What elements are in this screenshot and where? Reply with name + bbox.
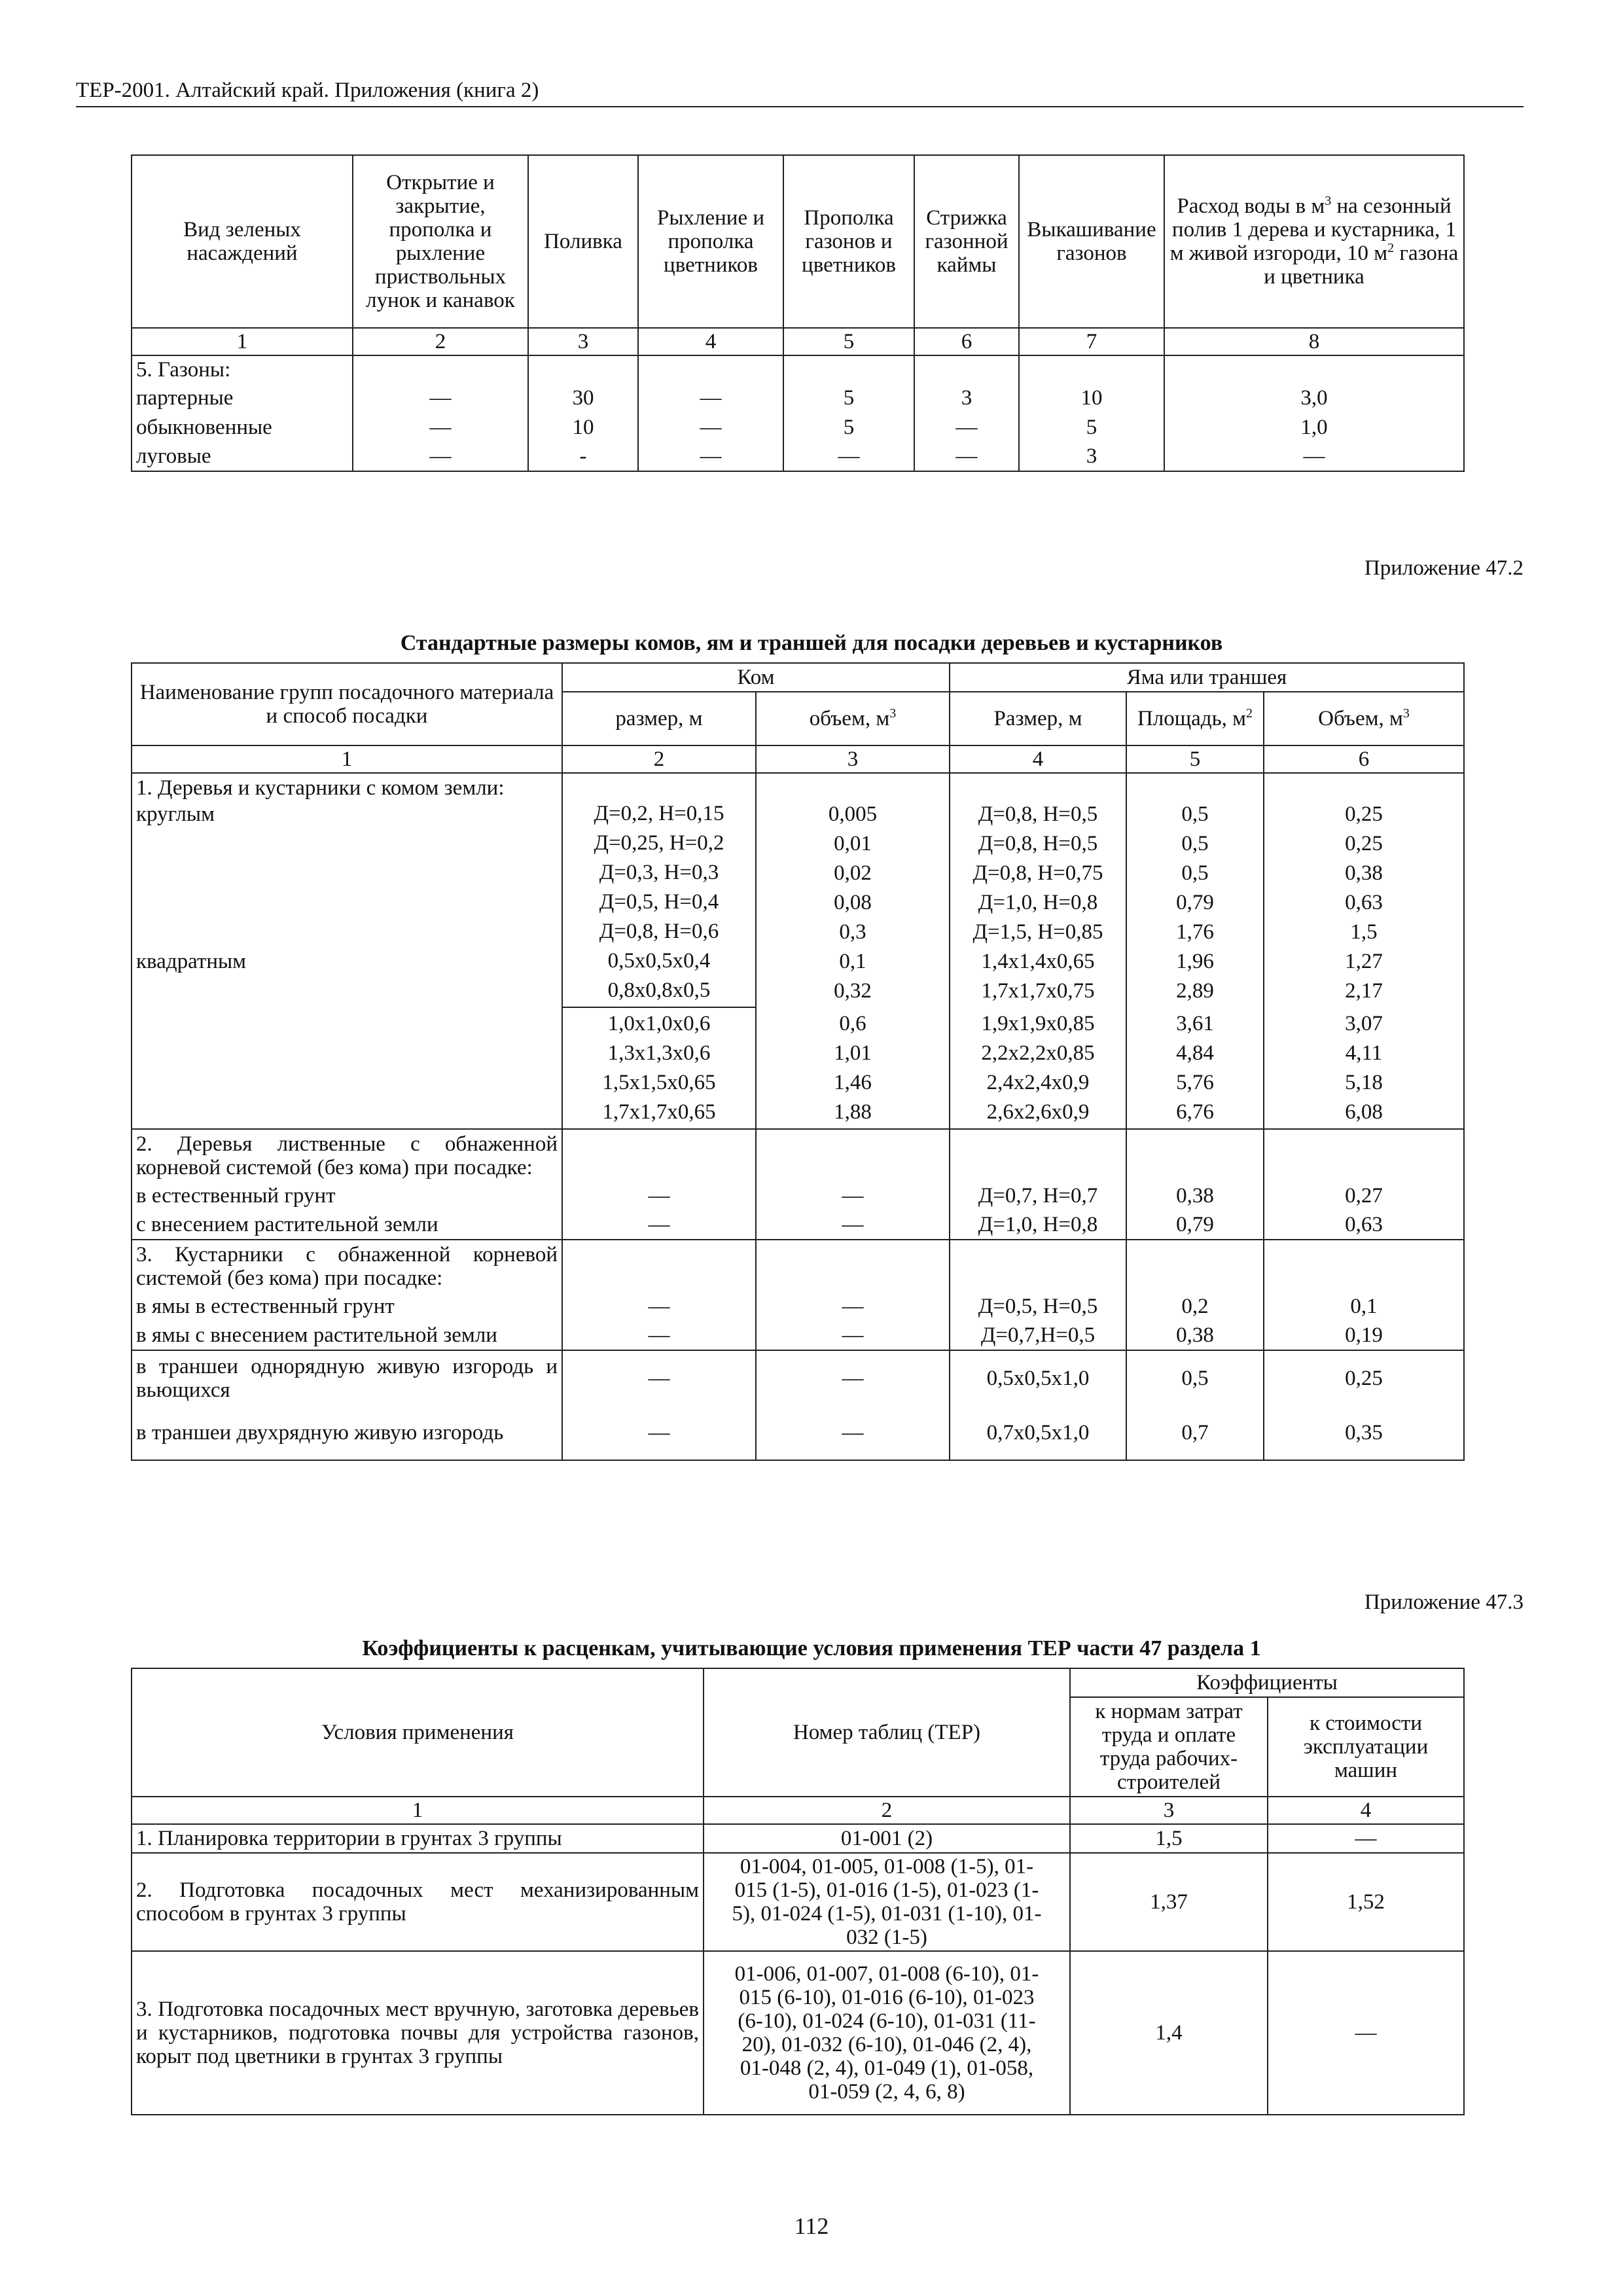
appendix-label-47-2: Приложение 47.2 bbox=[1364, 556, 1524, 580]
pit-volume-cell: 3,07 4,11 5,18 6,08 bbox=[1264, 1007, 1464, 1129]
col-number: 3 bbox=[528, 328, 638, 355]
page-number: 112 bbox=[794, 2213, 829, 2239]
table-row: луговые — - — — — 3 — bbox=[132, 442, 1464, 471]
kom-size-cell: Д=0,2, Н=0,15 Д=0,25, Н=0,2 Д=0,3, Н=0,3 Д=0,5, Н=0,4 Д=0,8, Н=0,6 0,5х0,5х0,4 0,8х0,8х0,5 bbox=[562, 773, 756, 1007]
table-row: 1. Планировка территории в грунтах 3 группы 01-001 (2) 1,5 — bbox=[132, 1824, 1464, 1853]
table-row: в ямы с внесением растительной земли — — Д=0,7,Н=0,5 0,38 0,19 bbox=[132, 1321, 1464, 1350]
col-number: 4 bbox=[638, 328, 783, 355]
col-header-conditions: Условия применения bbox=[132, 1668, 704, 1797]
group-title: 5. Газоны: bbox=[132, 355, 353, 383]
col-number: 1 bbox=[132, 328, 353, 355]
table-row: в траншеи двухрядную живую изгородь — — 0,7х0,5х1,0 0,7 0,35 bbox=[132, 1405, 1464, 1460]
table-title-47-3: Коэффициенты к расценкам, учитывающие условия применения ТЕР части 47 раздела 1 bbox=[362, 1636, 1261, 1660]
col-header-weed: Прополка газонов и цветников bbox=[783, 155, 914, 328]
col-header-machines: к стоимости эксплуатации машин bbox=[1268, 1697, 1464, 1797]
table-row: в ямы в естественный грунт — — Д=0,5, Н=0,5 0,2 0,1 bbox=[132, 1291, 1464, 1321]
pit-area-cell: 0,5 0,5 0,5 0,79 1,76 1,96 2,89 bbox=[1126, 773, 1264, 1007]
col-header-volume: объем, $м^3$ bbox=[756, 692, 950, 745]
col-header-mow: Выкашивание газонов bbox=[1019, 155, 1164, 328]
table-row: 3. Подготовка посадочных мест вручную, заготовка деревьев и кустарников, подготовка почвы для устройства газонов, корыт под цветники в грунтах 3 группы 01-006, 01-007, 01-008 (6-10), 01-015 (6-10), 01-016 (6-10), 01-023 (6-10), 01-024 (6-10), 01-031 (11-20), 01-032 (6-10), 01-046 (2, 4), 01-048 (2, 4), 01-049 (1), 01-058, 01-059 (2, 4, 6, 8) 1,4 — bbox=[132, 1951, 1464, 2115]
col-header-labor: к нормам затрат труда и оплате труда рабочих-строителей bbox=[1070, 1697, 1268, 1797]
appendix-label-47-3: Приложение 47.3 bbox=[1364, 1590, 1524, 1614]
col-header-pit: Яма или траншея bbox=[950, 663, 1464, 692]
pit-size-cell: Д=0,8, Н=0,5 Д=0,8, Н=0,5 Д=0,8, Н=0,75 Д=1,0, Н=0,8 Д=1,5, Н=0,85 1,4х1,4х0,65 1,7х1,7х0,75 bbox=[950, 773, 1126, 1007]
kom-volume-cell: 0,6 1,01 1,46 1,88 bbox=[756, 1007, 950, 1129]
pit-volume-cell: 0,25 0,25 0,38 0,63 1,5 1,27 2,17 bbox=[1264, 773, 1464, 1007]
kom-size-cell: 1,0х1,0х0,6 1,3х1,3х0,6 1,5х1,5х0,65 1,7х1,7х0,65 bbox=[562, 1007, 756, 1129]
col-number: 8 bbox=[1164, 328, 1464, 355]
col-number: 7 bbox=[1019, 328, 1164, 355]
col-header-size: размер, м bbox=[562, 692, 756, 745]
col-header-water-use: Расход воды в $м^3$ на сезонный полив 1 дерева и кустарника, 1 м живой изгороди, 10 $м^2$ газона и цветника bbox=[1164, 155, 1464, 328]
section-title: 2. Деревья лиственные с обнаженной корневой системой (без кома) при посадке: bbox=[132, 1129, 562, 1181]
table-row: в естественный грунт — — Д=0,7, Н=0,7 0,38 0,27 bbox=[132, 1181, 1464, 1210]
col-header-area: Площадь, $м^2$ bbox=[1126, 692, 1264, 745]
section-1-label: 1. Деревья и кустарники с комом земли: круглым квадратным bbox=[132, 773, 562, 1007]
section-title: 3. Кустарники с обнаженной корневой системой (без кома) при посадке: bbox=[132, 1240, 562, 1291]
table-row: партерные — 30 — 5 3 10 3,0 bbox=[132, 383, 1464, 412]
table-row: в траншеи однорядную живую изгородь и вьющихся — — 0,5х0,5х1,0 0,5 0,25 bbox=[132, 1350, 1464, 1405]
col-header-kom: Ком bbox=[562, 663, 950, 692]
kom-volume-cell: 0,005 0,01 0,02 0,08 0,3 0,1 0,32 bbox=[756, 773, 950, 1007]
col-header-pit-size: Размер, м bbox=[950, 692, 1126, 745]
col-header-name: Наименование групп посадочного материала и способ посадки bbox=[132, 663, 562, 745]
col-header-coefficients: Коэффициенты bbox=[1070, 1668, 1464, 1697]
col-number: 6 bbox=[914, 328, 1019, 355]
col-header-table-number: Номер таблиц (ТЕР) bbox=[704, 1668, 1070, 1797]
table-title-47-2: Стандартные размеры комов, ям и траншей для посадки деревьев и кустарников bbox=[400, 631, 1223, 655]
running-header: ТЕР-2001. Алтайский край. Приложения (книга 2) bbox=[76, 76, 1524, 107]
col-number: 2 bbox=[353, 328, 528, 355]
table-row: с внесением растительной земли — — Д=1,0, Н=0,8 0,79 0,63 bbox=[132, 1210, 1464, 1240]
col-header-pit-volume: Объем, $м^3$ bbox=[1264, 692, 1464, 745]
table-coefficients: Условия применения Номер таблиц (ТЕР) Коэффициенты к нормам затрат труда и оплате труда рабочих-строителей к стоимости эксплуатации машин 1 2 3 4 1. Планировка территории в грунтах 3 группы 01-001 (2) 1,5 — 2. Подготовка посадочных мест механизированным способом в грунтах 3 группы 01-004, 01-005, 01-008 (1-5), 01-015 (1-5), 01-016 (1-5), 01-023 (1-5), 01-024 (1-5), 01-031 (1-10), 01-032 (1-5) 1,37 1,52 3. Подготовка посадочных мест вручную, заготовка деревьев и кустарников, подготовка почвы для устройства газонов, корыт под цветники в грунтах 3 группы 01-006, 01-007, 01-008 (6-10), 01-015 (6-10), 01-016 (6-10), 01-023 (6-10), 01-024 (6-10), 01-031 (11-20), 01-032 (6-10), 01-046 (2, 4), 01-048 (2, 4), 01-049 (1), 01-058, 01-059 (2, 4, 6, 8) 1,4 — bbox=[131, 1668, 1465, 2115]
col-header-trim: Стрижка газонной каймы bbox=[914, 155, 1019, 328]
pit-size-cell: 1,9х1,9х0,85 2,2х2,2х0,85 2,4х2,4х0,9 2,6х2,6х0,9 bbox=[950, 1007, 1126, 1129]
col-header-type: Вид зеленых насаждений bbox=[132, 155, 353, 328]
table-row: обыкновенные — 10 — 5 — 5 1,0 bbox=[132, 412, 1464, 442]
col-header-loosen: Рыхление и прополка цветников bbox=[638, 155, 783, 328]
col-header-open: Открытие и закрытие, прополка и рыхление приствольных лунок и канавок bbox=[353, 155, 528, 328]
section-title: 1. Деревья и кустарники с комом земли: bbox=[136, 776, 505, 800]
table-green-care bbox=[131, 154, 1465, 472]
table-pit-sizes: Наименование групп посадочного материала и способ посадки Ком Яма или траншея размер, м объем, $м^3$ Размер, м Площадь, $м^2$ Объем, $м^3$ 1 2 3 4 5 6 1. Деревья и кустарники с комом земли: круглым квадратным Д=0,2, Н=0,15 Д=0,25, Н=0,2 Д=0,3, Н=0,3 Д=0,5, Н=0,4 Д=0,8, Н=0,6 0,5х0,5х0,4 0,8х0,8х0,5 0,005 0,01 0,02 0,08 0,3 0,1 0,32 Д=0,8, Н=0,5 Д=0,8, Н=0,5 Д=0,8, Н=0,75 Д=1,0, Н=0,8 Д=1,5, Н=0,85 1,4х1,4х0,65 1,7х1,7х0,75 0,5 0,5 0,5 0,79 1,76 1,96 2,89 0,25 0,25 0,38 0,63 1,5 1,27 2,17 1,0х1,0х0,6 1,3х1,3х0,6 1,5х1,5х0,65 1,7х1,7х0,65 0,6 1,01 1,46 1,88 1,9х1,9х0,85 2,2х2,2х0,85 2,4х2,4х0,9 2,6х2,6х0,9 3,61 4,84 5,76 6,76 3,07 4,11 5,18 6,08 2. Деревья лиственные с обнаженной корневой системой (без кома) при посадке: в естественный грунт — — Д=0,7, Н=0,7 0,38 0,27 с внесением растительной земли — — Д=1,0, Н=0,8 0,79 0,63 3. Кустарники с обнаженной корневой системой (без кома) при посадке: в ямы в естественный грунт — — Д=0,5, Н=0,5 0,2 0,1 в ямы с внесением растительной земли — — Д=0,7,Н=0,5 0,38 0,19 в траншеи однорядную живую изгородь и вьющихся — — 0,5х0,5х1,0 0,5 0,25 в траншеи двухрядную живую изгородь — — 0,7х0,5х1,0 0,7 0,35 bbox=[131, 662, 1465, 1461]
table-row: 2. Подготовка посадочных мест механизированным способом в грунтах 3 группы 01-004, 01-005, 01-008 (1-5), 01-015 (1-5), 01-016 (1-5), 01-023 (1-5), 01-024 (1-5), 01-031 (1-10), 01-032 (1-5) 1,37 1,52 bbox=[132, 1853, 1464, 1951]
pit-area-cell: 3,61 4,84 5,76 6,76 bbox=[1126, 1007, 1264, 1129]
col-header-water: Поливка bbox=[528, 155, 638, 328]
col-number: 5 bbox=[783, 328, 914, 355]
